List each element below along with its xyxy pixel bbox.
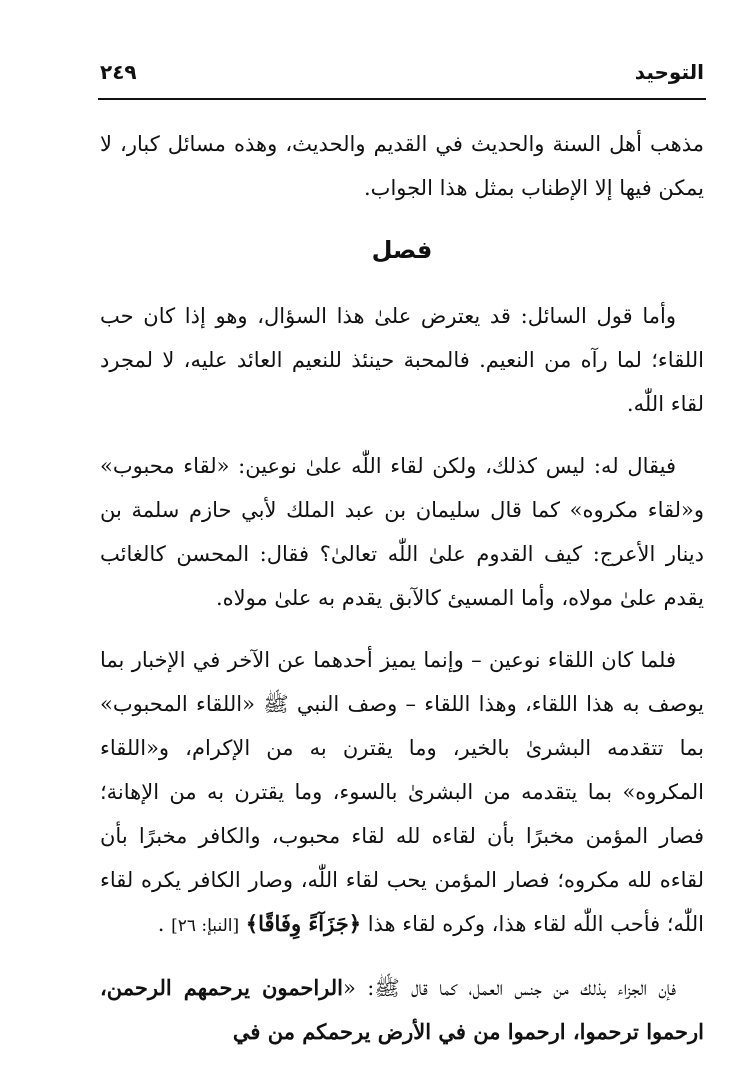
- paragraph-3: فيقال له: ليس كذلك، ولكن لقاء اللّٰه علىٰ نوعين: «لقاء محبوب» و«لقاء مكروه» كما قال سليمان بن عبد الملك لأبي حازم سلمة بن دينار الأعرج: كيف القدوم علىٰ اللّٰه تعالىٰ؟ فقال: المحسن كالغائب يقدم علىٰ مولاه، وأما المسيئ كالآبق يقدم به علىٰ مولاه.: [100, 454, 704, 610]
- page-header: [98, 60, 704, 92]
- header-divider: [98, 98, 706, 100]
- paragraph-1: مذهب أهل السنة والحديث في القديم والحديث، وهذه مسائل كبار، لا يمكن فيها إلا الإطناب بمثل هذا الجواب.: [100, 132, 704, 200]
- page-body: [100, 122, 704, 1072]
- paragraph-5: [100, 966, 704, 1054]
- running-title: التوحيد: [634, 60, 704, 84]
- quran-verse: ﴿جَزَآءً وِفَاقًا﴾: [245, 911, 362, 936]
- section-heading: فصل: [371, 236, 433, 264]
- paragraph-4: [100, 638, 704, 948]
- paragraph-4-end: .: [157, 912, 165, 936]
- paragraph-2: وأما قول السائل: قد يعترض علىٰ هذا السؤال، وهو إذا كان حب اللقاء؛ لما رآه من النعيم. فالمحبة حينئذ للنعيم العائد عليه، لا لمجرد لقاء اللّٰه.: [100, 304, 704, 416]
- page-number: ٢٤٩: [100, 60, 137, 84]
- hadith-text: الراحمون يرحمهم الرحمن، ارحموا ترحموا، ارحموا من في الأرض يرحمكم من في: [100, 975, 704, 1044]
- paragraph-5-intro: فإن الجزاء بذلك من جنس العمل، كما قال ﷺ: «: [343, 976, 677, 1000]
- paragraph-4-text: فلما كان اللقاء نوعين – وإنما يميز أحدهما عن الآخر في الإخبار بما يوصف به هذا اللقاء، وهذا اللقاء – وصف النبي ﷺ «اللقاء المحبوب» بما تتقدمه البشرىٰ بالخير، وما يقترن به من الإكرام، و«اللقاء المكروه» بما يتقدمه من البشرىٰ بالسوء، وما يقترن به من الإهانة؛ فصار المؤمن مخبرًا بأن لقاءه لله لقاء محبوب، والكافر مخبرًا بأن لقاءه لله مكروه؛ فصار المؤمن يحب لقاء اللّٰه، وصار الكافر يكره لقاء اللّٰه؛ فأحب اللّٰه لقاء هذا، وكره لقاء هذا: [100, 648, 704, 936]
- verse-reference: [النبإ: ٢٦]: [171, 916, 240, 936]
